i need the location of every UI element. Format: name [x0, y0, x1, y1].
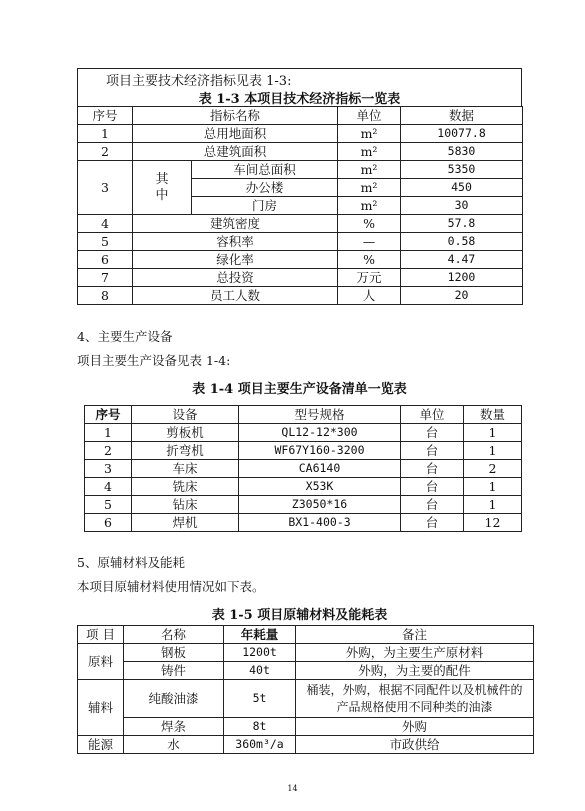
header-cell: 设备 — [132, 406, 239, 424]
row-unit: 台 — [401, 442, 464, 460]
row-model: WF67Y160-3200 — [239, 442, 401, 460]
header-cell: 年耗量 — [224, 626, 296, 644]
row-name: 纯酸油漆 — [124, 680, 224, 718]
table-1-3-caption: 表 1-3 本项目技术经济指标一览表 — [198, 92, 401, 107]
row-name: 容积率 — [133, 233, 338, 251]
table-row — [78, 680, 534, 718]
row-amount: 40t — [224, 662, 296, 680]
row-name: 总建筑面积 — [133, 143, 338, 161]
section-4-intro: 项目主要生产设备见表 1-4: — [77, 353, 231, 368]
row-value: 20 — [401, 287, 523, 305]
row-value: 0.58 — [401, 233, 523, 251]
table-row — [78, 215, 523, 233]
table-1-5-caption: 表 1-5 项目原辅材料及能耗表 — [211, 608, 388, 623]
row-unit: 台 — [401, 478, 464, 496]
row-name: 水 — [124, 736, 224, 754]
row-no: 3 — [78, 161, 133, 215]
row-qty: 1 — [464, 442, 522, 460]
table-row — [78, 161, 523, 179]
section-5-intro: 本项目原辅材料使用情况如下表。 — [77, 579, 265, 594]
category-label: 能源 — [78, 736, 124, 754]
row-equipment: 钻床 — [132, 496, 239, 514]
row-qty: 1 — [464, 478, 522, 496]
table-row — [78, 736, 534, 754]
row-qty: 1 — [464, 424, 522, 442]
row-value: 5830 — [401, 143, 523, 161]
header-cell: 数量 — [464, 406, 522, 424]
row-no: 6 — [78, 251, 133, 269]
category-label: 原料 — [78, 644, 124, 680]
row-no: 1 — [85, 424, 132, 442]
row-name: 总投资 — [133, 269, 338, 287]
table-row — [85, 514, 522, 532]
table-row — [85, 442, 522, 460]
table-row — [78, 644, 534, 662]
row-amount: 1200t — [224, 644, 296, 662]
row-no: 2 — [85, 442, 132, 460]
table-1-4-caption: 表 1-4 项目主要生产设备清单一览表 — [192, 382, 407, 397]
table-row — [78, 143, 523, 161]
row-note-line: 桶装，外购，根据不同配件以及机械件的 — [306, 682, 523, 697]
row-unit: m² — [338, 179, 401, 197]
table-1-5 — [77, 625, 534, 754]
row-model: X53K — [239, 478, 401, 496]
row-unit: m² — [338, 197, 401, 215]
row-unit: 台 — [401, 496, 464, 514]
row-unit: — — [338, 233, 401, 251]
row-value: 30 — [401, 197, 523, 215]
table-row — [78, 125, 523, 143]
table-row — [78, 287, 523, 305]
table-row — [85, 496, 522, 514]
row-unit: m² — [338, 161, 401, 179]
table-1-3 — [77, 106, 523, 305]
row-amount: 8t — [224, 718, 296, 736]
table-1-3-title-box — [77, 68, 522, 107]
row-no: 6 — [85, 514, 132, 532]
row-no: 3 — [85, 460, 132, 478]
row-unit: 台 — [401, 460, 464, 478]
row-equipment: 车床 — [132, 460, 239, 478]
row-value: 5350 — [401, 161, 523, 179]
row-note: 外购，为主要的配件 — [296, 662, 534, 680]
row-no: 7 — [78, 269, 133, 287]
row-amount: 5t — [224, 680, 296, 718]
row-value: 450 — [401, 179, 523, 197]
header-cell: 序号 — [85, 406, 132, 424]
row-unit: % — [338, 215, 401, 233]
row-note: 外购 — [296, 718, 534, 736]
section-4-heading: 4、主要生产设备 — [77, 329, 173, 344]
row-unit: % — [338, 251, 401, 269]
row-no: 8 — [78, 287, 133, 305]
row-name: 焊条 — [124, 718, 224, 736]
table-row — [78, 269, 523, 287]
row-qty: 2 — [464, 460, 522, 478]
table-row — [78, 718, 534, 736]
row-name: 钢板 — [124, 644, 224, 662]
header-cell: 名称 — [124, 626, 224, 644]
row-amount: 360m³/a — [224, 736, 296, 754]
group-label-text: 其中 — [155, 171, 169, 203]
row-model: CA6140 — [239, 460, 401, 478]
category-label: 辅料 — [78, 680, 124, 736]
row-no: 4 — [78, 215, 133, 233]
row-note — [296, 680, 534, 718]
row-note: 外购，为主要生产原材料 — [296, 644, 534, 662]
table-header-row — [78, 626, 534, 644]
row-no: 4 — [85, 478, 132, 496]
table-row — [78, 233, 523, 251]
table-row — [85, 424, 522, 442]
row-name: 建筑密度 — [133, 215, 338, 233]
table-header-row — [85, 406, 522, 424]
row-value: 10077.8 — [401, 125, 523, 143]
table-row — [78, 662, 534, 680]
row-unit: 台 — [401, 514, 464, 532]
table-1-3-intro: 项目主要技术经济指标见表 1-3: — [106, 74, 292, 89]
table-row — [78, 251, 523, 269]
table-1-4 — [84, 405, 522, 532]
row-unit: m² — [338, 143, 401, 161]
row-model: Z3050*16 — [239, 496, 401, 514]
row-name: 铸件 — [124, 662, 224, 680]
row-no: 5 — [85, 496, 132, 514]
row-no: 5 — [78, 233, 133, 251]
header-cell: 指标名称 — [133, 107, 338, 125]
header-cell: 备注 — [296, 626, 534, 644]
row-name: 门房 — [192, 197, 338, 215]
row-name: 总用地面积 — [133, 125, 338, 143]
group-label — [133, 161, 192, 215]
row-no: 1 — [78, 125, 133, 143]
row-equipment: 折弯机 — [132, 442, 239, 460]
row-value: 1200 — [401, 269, 523, 287]
row-qty: 1 — [464, 496, 522, 514]
row-unit: 人 — [338, 287, 401, 305]
row-model: QL12-12*300 — [239, 424, 401, 442]
row-unit: m² — [338, 125, 401, 143]
row-value: 4.47 — [401, 251, 523, 269]
header-cell: 数据 — [401, 107, 523, 125]
row-name: 办公楼 — [192, 179, 338, 197]
header-cell: 型号规格 — [239, 406, 401, 424]
row-note: 市政供给 — [296, 736, 534, 754]
header-cell: 序号 — [78, 107, 133, 125]
page-number: 14 — [287, 784, 298, 793]
section-5-heading: 5、原辅材料及能耗 — [77, 555, 185, 570]
row-qty: 12 — [464, 514, 522, 532]
table-row — [85, 460, 522, 478]
row-name: 绿化率 — [133, 251, 338, 269]
row-equipment: 剪板机 — [132, 424, 239, 442]
row-name: 车间总面积 — [192, 161, 338, 179]
row-equipment: 焊机 — [132, 514, 239, 532]
row-model: BX1-400-3 — [239, 514, 401, 532]
row-value: 57.8 — [401, 215, 523, 233]
row-no: 2 — [78, 143, 133, 161]
row-unit: 万元 — [338, 269, 401, 287]
header-cell: 项 目 — [78, 626, 124, 644]
row-equipment: 铣床 — [132, 478, 239, 496]
table-header-row — [78, 107, 523, 125]
row-name: 员工人数 — [133, 287, 338, 305]
header-cell: 单位 — [401, 406, 464, 424]
row-note-line: 产品规格使用不同种类的油漆 — [336, 699, 493, 714]
table-row — [85, 478, 522, 496]
row-unit: 台 — [401, 424, 464, 442]
header-cell: 单位 — [338, 107, 401, 125]
